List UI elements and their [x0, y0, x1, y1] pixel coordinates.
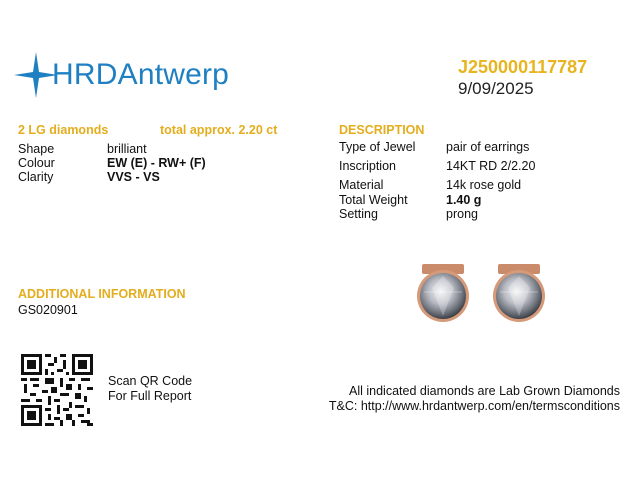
brand-name-part1: HRD	[52, 58, 118, 91]
diamonds-total: total approx. 2.20 ct	[160, 123, 278, 137]
diamond-row-value: VVS - VS	[107, 170, 160, 184]
description-title: DESCRIPTION	[339, 123, 425, 137]
description-row-label: Setting	[339, 207, 378, 221]
diamond-stud-earring-icon	[417, 264, 469, 322]
certificate-number: J250000117787	[458, 57, 588, 77]
footer-lab-grown-note: All indicated diamonds are Lab Grown Diamonds	[349, 384, 620, 398]
diamond-row-value: EW (E) - RW+ (F)	[107, 156, 206, 170]
diamond-row-label: Clarity	[18, 170, 54, 184]
description-row-value: pair of earrings	[446, 140, 530, 154]
description-row-value: prong	[446, 207, 478, 221]
diamond-stud-earring-icon	[493, 264, 545, 322]
qr-code-icon[interactable]	[21, 354, 93, 426]
description-row-label: Inscription	[339, 159, 396, 173]
description-row-value: 14KT RD 2/2.20	[446, 159, 536, 173]
qr-caption-line1: Scan QR Code	[108, 374, 193, 388]
qr-caption-line2: For Full Report	[108, 389, 192, 403]
footer-terms-link[interactable]: T&C: http://www.hrdantwerp.com/en/termsconditions	[328, 399, 620, 413]
diamond-row-label: Shape	[18, 142, 55, 156]
description-row-value: 14k rose gold	[446, 178, 522, 192]
diamond-row-label: Colour	[18, 156, 55, 170]
brand-name	[52, 58, 229, 92]
diamonds-title: 2 LG diamonds	[18, 123, 109, 137]
diamond-row-value: brilliant	[107, 142, 147, 156]
description-row-label: Total Weight	[339, 193, 408, 207]
certificate-date: 9/09/2025	[458, 79, 534, 98]
earrings-photo	[412, 258, 562, 328]
description-row-label: Material	[339, 178, 384, 192]
additional-title: ADDITIONAL INFORMATION	[18, 287, 186, 301]
description-row-value: 1.40 g	[446, 193, 482, 207]
brand-name-part2: Antwerp	[117, 58, 230, 91]
additional-value: GS020901	[18, 303, 78, 317]
description-row-label: Type of Jewel	[339, 140, 416, 154]
